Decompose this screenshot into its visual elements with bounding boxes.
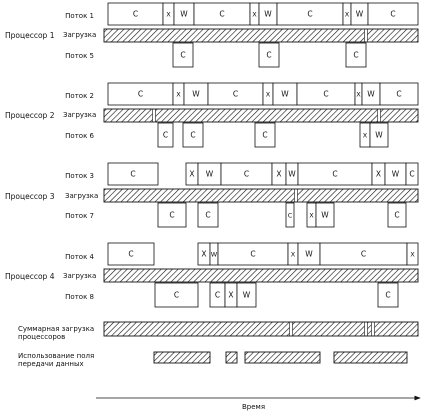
- time-axis-label: Время: [242, 403, 266, 411]
- thread-a-segment-3-text: C: [219, 9, 225, 19]
- processor-group-1: [104, 3, 418, 67]
- thread-a-segment-5: [273, 83, 297, 105]
- thread-a-segment-7: [343, 3, 351, 25]
- thread-a-segment-8-text: W: [355, 9, 364, 19]
- thread-a-segment-4-text: X: [276, 169, 282, 179]
- thread-a-segment-7-text: X: [356, 90, 361, 99]
- thread-8-label: Поток 8: [65, 293, 94, 301]
- thread-a-segment-6-text: C: [323, 89, 329, 99]
- thread-b-segment-1: [198, 203, 218, 227]
- thread-b-segment-4-text: W: [375, 130, 383, 140]
- bus-usage-label: Использование поля передачи данных: [18, 352, 95, 369]
- thread-b-segment-3: [360, 123, 370, 147]
- thread-b-segment-3: [307, 203, 316, 227]
- processor-group-2: [104, 83, 418, 147]
- load-bar-2: [104, 109, 418, 122]
- summary-load-bar-gap-1: [365, 323, 368, 336]
- thread-a-segment-2-text: W: [180, 9, 188, 19]
- thread-a-segment-1: [173, 83, 184, 105]
- thread-a-segment-5: [286, 163, 298, 185]
- thread-b-segment-2-text: C: [353, 50, 359, 60]
- thread-a-segment-6: [298, 163, 372, 185]
- thread-a-segment-0-text: C: [128, 249, 134, 259]
- thread-a-segment-9: [380, 83, 418, 105]
- thread-a-segment-2: [174, 3, 194, 25]
- thread-a-segment-2: [184, 83, 208, 105]
- thread-b-segment-1-text: C: [205, 210, 211, 220]
- thread-a-segment-9: [368, 3, 418, 25]
- thread-a-segment-3: [208, 83, 263, 105]
- processor-1-label: Процессор 1: [5, 31, 55, 40]
- thread-a-segment-4: [263, 83, 273, 105]
- thread-a-segment-0: [108, 83, 173, 105]
- processor-3-label: Процессор 3: [5, 192, 55, 201]
- thread-a-segment-2: [210, 243, 218, 265]
- thread-b-segment-4-text: C: [385, 290, 391, 300]
- thread-b-segment-1: [183, 123, 203, 147]
- thread-a-segment-4: [250, 3, 259, 25]
- thread-a-segment-9-text: C: [409, 169, 415, 179]
- load-3-label: Загрузка: [65, 192, 99, 200]
- thread-a-segment-7: [407, 243, 418, 265]
- thread-b-segment-0: [158, 123, 173, 147]
- processor-2-label: Процессор 2: [5, 111, 55, 120]
- thread-b-segment-0-text: C: [162, 130, 169, 140]
- thread-a-segment-7-text: X: [344, 10, 350, 19]
- thread-a-segment-2-text: W: [210, 250, 218, 259]
- thread-b-segment-4: [316, 203, 334, 227]
- thread-a-segment-8-text: W: [391, 169, 400, 179]
- thread-a-segment-0-text: C: [132, 9, 139, 19]
- bus-usage-row: [154, 352, 407, 363]
- thread-a-segment-2: [198, 163, 221, 185]
- thread-b-segment-4: [370, 123, 388, 147]
- thread-row-b: [155, 283, 398, 307]
- thread-a-segment-1: [198, 243, 210, 265]
- load-2-label: Загрузка: [63, 111, 97, 119]
- thread-a-segment-2-text: W: [205, 169, 214, 179]
- thread-a-segment-6-text: C: [332, 169, 338, 179]
- thread-row-a: [108, 3, 418, 25]
- thread-b-segment-2-text: X: [228, 290, 234, 300]
- thread-a-segment-0: [108, 163, 158, 185]
- thread-row-a: [108, 83, 418, 105]
- thread-7-label: Поток 7: [65, 212, 94, 220]
- thread-b-segment-2: [255, 123, 275, 147]
- thread-a-segment-4: [288, 243, 298, 265]
- load-bar-3-gap-0: [295, 190, 298, 202]
- thread-a-segment-0-text: C: [137, 89, 144, 99]
- thread-a-segment-8: [351, 3, 368, 25]
- thread-a-segment-7-text: X: [410, 250, 415, 259]
- thread-a-segment-4-text: X: [265, 90, 271, 99]
- summary-rows: [104, 322, 418, 363]
- thread-a-segment-8: [362, 83, 380, 105]
- thread-a-segment-0-text: C: [130, 169, 136, 179]
- thread-a-segment-1: [163, 3, 174, 25]
- summary-load-bar: [104, 322, 418, 336]
- thread-b-segment-1-text: C: [266, 50, 272, 60]
- thread-2-label: Поток 2: [65, 92, 94, 100]
- load-1-label: Загрузка: [63, 31, 97, 39]
- thread-a-segment-9: [406, 163, 418, 185]
- thread-a-segment-5: [259, 3, 277, 25]
- thread-b-segment-1: [210, 283, 225, 307]
- thread-b-segment-2-text: C: [262, 130, 268, 140]
- thread-a-segment-1-text: X: [189, 169, 195, 179]
- thread-a-segment-1-text: X: [176, 90, 181, 99]
- thread-a-segment-3-text: C: [250, 249, 256, 259]
- thread-a-segment-6: [297, 83, 355, 105]
- thread-a-segment-3: [221, 163, 272, 185]
- processor-groups: [104, 3, 418, 307]
- thread-a-segment-7-text: X: [375, 169, 382, 179]
- thread-b-segment-1: [259, 43, 279, 67]
- bus-segment-1: [226, 352, 237, 363]
- thread-b-segment-2: [346, 43, 366, 67]
- processor-4-label: Процессор 4: [5, 272, 55, 281]
- thread-a-segment-6: [320, 243, 407, 265]
- thread-a-segment-4: [272, 163, 286, 185]
- processor-group-4: [104, 243, 418, 307]
- thread-a-segment-8: [385, 163, 406, 185]
- thread-b-segment-5-text: C: [394, 210, 400, 220]
- thread-b-segment-3-text: X: [362, 131, 368, 140]
- thread-a-segment-3: [194, 3, 250, 25]
- thread-a-segment-3: [218, 243, 288, 265]
- thread-a-segment-1-text: X: [166, 10, 171, 19]
- thread-a-segment-1-text: X: [201, 249, 207, 259]
- thread-a-segment-9-text: C: [390, 9, 396, 19]
- thread-b-segment-1-text: C: [214, 290, 221, 300]
- load-bar-2-gap-0: [153, 110, 156, 122]
- thread-b-segment-0-text: C: [169, 210, 175, 220]
- thread-a-segment-2-text: W: [192, 89, 200, 99]
- load-bar-1: [104, 29, 418, 42]
- thread-a-segment-7: [372, 163, 385, 185]
- thread-row-b: [158, 203, 406, 227]
- load-4-label: Загрузка: [63, 272, 97, 280]
- thread-b-segment-3-text: W: [242, 290, 251, 300]
- thread-a-segment-3-text: C: [232, 89, 239, 99]
- thread-a-segment-5-text: W: [281, 89, 289, 99]
- thread-b-segment-2-text: C: [287, 211, 293, 220]
- thread-a-segment-7: [355, 83, 362, 105]
- summary-load-label: Суммарная загрузка процессоров: [18, 325, 95, 342]
- load-bar-4: [104, 269, 418, 282]
- thread-6-label: Поток 6: [65, 132, 94, 140]
- thread-a-segment-0: [108, 243, 154, 265]
- bus-segment-0: [154, 352, 210, 363]
- thread-b-segment-2: [286, 203, 294, 227]
- thread-b-segment-2: [225, 283, 237, 307]
- thread-row-b: [158, 123, 388, 147]
- load-bar-2-gap-1: [378, 110, 381, 122]
- thread-5-label: Поток 5: [65, 52, 94, 60]
- thread-a-segment-6-text: C: [307, 9, 313, 19]
- thread-b-segment-3: [237, 283, 256, 307]
- processor-group-3: [104, 163, 418, 227]
- thread-4-label: Поток 4: [65, 253, 94, 261]
- thread-b-segment-0: [173, 43, 193, 67]
- bus-segment-3: [334, 352, 407, 363]
- thread-b-segment-3-text: X: [309, 211, 314, 220]
- thread-b-segment-5: [388, 203, 406, 227]
- thread-a-segment-4-text: X: [290, 250, 296, 259]
- summary-load-bar-gap-2: [372, 323, 375, 336]
- thread-a-segment-5-text: W: [288, 169, 296, 179]
- summary-load-bar-gap-0: [290, 323, 293, 336]
- thread-b-segment-1-text: C: [190, 130, 196, 140]
- bus-segment-2: [245, 352, 320, 363]
- thread-b-segment-0-text: C: [180, 50, 186, 60]
- thread-a-segment-6-text: C: [360, 249, 367, 259]
- thread-3-label: Поток 3: [65, 172, 94, 180]
- load-bar-1-gap-0: [365, 30, 368, 42]
- thread-b-segment-0: [155, 283, 198, 307]
- thread-b-segment-0-text: C: [173, 290, 180, 300]
- thread-row-b: [173, 43, 366, 67]
- thread-a-segment-4-text: X: [252, 10, 257, 19]
- load-bar-3: [104, 189, 418, 202]
- thread-a-segment-5: [298, 243, 320, 265]
- thread-a-segment-1: [186, 163, 198, 185]
- thread-a-segment-0: [108, 3, 163, 25]
- thread-a-segment-6: [277, 3, 343, 25]
- thread-b-segment-4: [378, 283, 398, 307]
- thread-a-segment-5-text: W: [264, 9, 272, 19]
- thread-1-label: Поток 1: [65, 12, 94, 20]
- thread-b-segment-0: [158, 203, 186, 227]
- thread-a-segment-8-text: W: [367, 89, 375, 99]
- thread-row-a: [108, 163, 418, 185]
- thread-a-segment-9-text: C: [396, 89, 402, 99]
- thread-a-segment-3-text: C: [243, 169, 250, 179]
- thread-row-a: [108, 243, 418, 265]
- thread-a-segment-5-text: W: [305, 249, 313, 259]
- thread-b-segment-4-text: W: [321, 210, 329, 220]
